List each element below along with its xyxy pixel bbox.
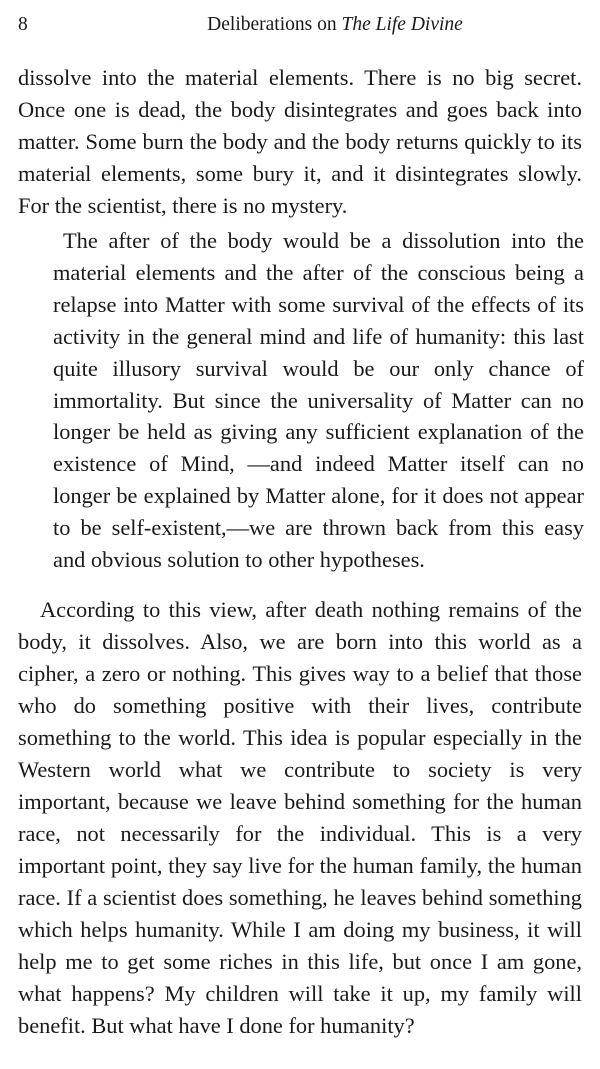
paragraph-text: According to this view, after death nothing remains of the body, it dissolves. Also, we are born into this world as a cipher, a zero or nothing. This gives way to a belief that those who do something positive with their lives, contribute something to the world. This idea is popular especially in the Western world what we contribute to society is very important, because we leave behind something for the human race, not necessarily for the individual. This is a very important point, they say live for the human family, the human race. If a scientist does something, he leaves behind something which helps humanity. While I am doing my business, it will help me to get some riches in this life, but once I am gone, what happens? My children will take it up, my family will benefit. But what have I done for humanity? [18,597,582,1038]
paragraph-text: dissolve into the material elements. There is no big secret. Once one is dead, the body disintegrates and goes back into matter. Some burn the body and the body returns quickly to its material elements, some bury it, and it disintegrates slowly. For the scientist, there is no mystery. [18,65,582,218]
running-title-book-name: The Life Divine [341,14,463,35]
paragraph-continued [18,62,582,222]
running-head [18,12,582,38]
block-quote-text: The after of the body would be a dissolution into the material elements and the after of the conscious being a relapse into Matter with some survival of the effects of its activity in the general mind and life of humanity: this last quite illusory survival would be our only chance of immortality. But since the universality of Matter can no longer be held as giving any sufficient explanation of the existence of Mind, —and indeed Matter itself can no longer be explained by Matter alone, for it does not appear to be self-existent,—we are thrown back from this easy and obvious solution to other hypotheses. [53,228,584,573]
running-title [18,12,582,38]
page-number: 8 [18,14,28,35]
paragraph [18,594,582,1042]
running-title-prefix: Deliberations on [207,14,342,35]
block-quote [53,225,584,576]
